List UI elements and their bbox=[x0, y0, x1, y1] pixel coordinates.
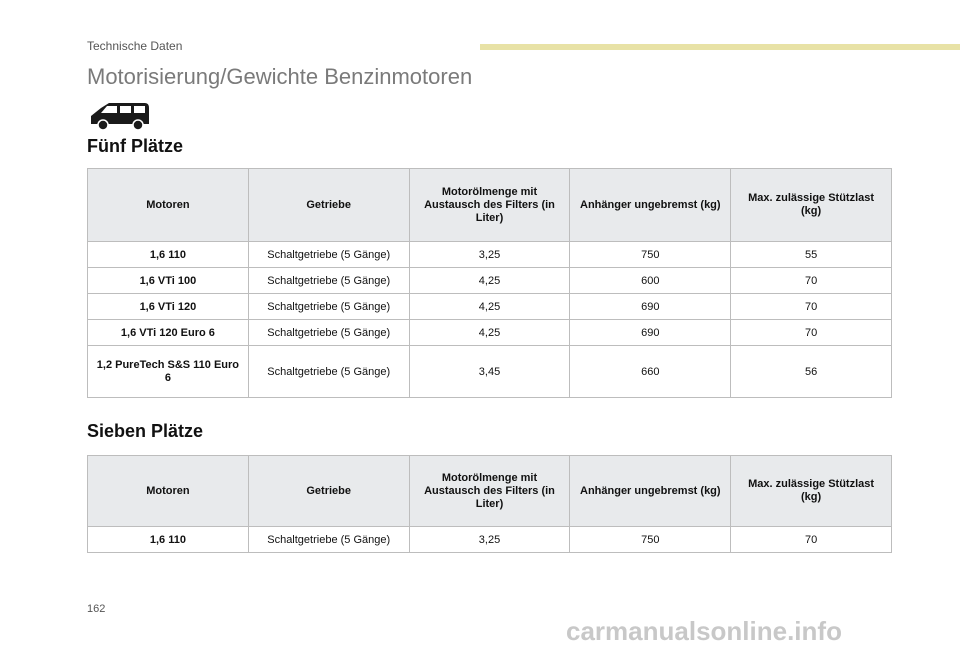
five-seats-table bbox=[87, 168, 892, 398]
seven-seats-table bbox=[87, 455, 892, 553]
table-cell: 3,25 bbox=[409, 242, 570, 268]
van-icon bbox=[87, 100, 153, 132]
column-header: Getriebe bbox=[248, 169, 409, 242]
table-cell: 4,25 bbox=[409, 268, 570, 294]
column-header: Motoren bbox=[88, 456, 249, 527]
table-row bbox=[88, 320, 892, 346]
table-cell: 70 bbox=[731, 268, 892, 294]
table-row bbox=[88, 527, 892, 553]
table-cell: 1,2 PureTech S&S 110 Euro 6 bbox=[88, 346, 249, 398]
table-cell: Schaltgetriebe (5 Gänge) bbox=[248, 242, 409, 268]
table-cell: 1,6 110 bbox=[88, 527, 249, 553]
table-cell: 4,25 bbox=[409, 320, 570, 346]
table-row bbox=[88, 242, 892, 268]
table-cell: 1,6 110 bbox=[88, 242, 249, 268]
table-cell: Schaltgetriebe (5 Gänge) bbox=[248, 294, 409, 320]
section-label: Technische Daten bbox=[87, 39, 183, 53]
table-cell: 3,25 bbox=[409, 527, 570, 553]
table-row bbox=[88, 268, 892, 294]
table-row bbox=[88, 346, 892, 398]
table-cell: 55 bbox=[731, 242, 892, 268]
table-cell: 660 bbox=[570, 346, 731, 398]
table-cell: 600 bbox=[570, 268, 731, 294]
column-header: Max. zulässige Stützlast (kg) bbox=[731, 169, 892, 242]
column-header: Max. zulässige Stützlast (kg) bbox=[731, 456, 892, 527]
five-seats-heading: Fünf Plätze bbox=[87, 136, 184, 156]
table-header-row bbox=[88, 456, 892, 527]
page-title: Motorisierung/Gewichte Benzinmotoren bbox=[87, 64, 473, 89]
table-cell: 690 bbox=[570, 320, 731, 346]
table-row bbox=[88, 294, 892, 320]
table-cell: 1,6 VTi 120 Euro 6 bbox=[88, 320, 249, 346]
page-number: 162 bbox=[87, 603, 106, 615]
table-cell: Schaltgetriebe (5 Gänge) bbox=[248, 346, 409, 398]
column-header: Motorölmenge mit Austausch des Filters (in Liter) bbox=[409, 169, 570, 242]
column-header: Anhänger ungebremst (kg) bbox=[570, 456, 731, 527]
table-cell: 3,45 bbox=[409, 346, 570, 398]
table-cell: Schaltgetriebe (5 Gänge) bbox=[248, 527, 409, 553]
table-header-row bbox=[88, 169, 892, 242]
seven-seats-heading: Sieben Plätze bbox=[87, 421, 204, 441]
table-cell: 1,6 VTi 120 bbox=[88, 294, 249, 320]
column-header: Motoren bbox=[88, 169, 249, 242]
table-cell: 56 bbox=[731, 346, 892, 398]
watermark-text: carmanualsonline.info bbox=[566, 616, 842, 646]
table-cell: 70 bbox=[731, 320, 892, 346]
table-cell: 750 bbox=[570, 527, 731, 553]
column-header: Motorölmenge mit Austausch des Filters (in Liter) bbox=[409, 456, 570, 527]
table-cell: 690 bbox=[570, 294, 731, 320]
table-cell: 4,25 bbox=[409, 294, 570, 320]
table-cell: 750 bbox=[570, 242, 731, 268]
table-cell: 70 bbox=[731, 527, 892, 553]
column-header: Anhänger ungebremst (kg) bbox=[570, 169, 731, 242]
column-header: Getriebe bbox=[248, 456, 409, 527]
table-cell: Schaltgetriebe (5 Gänge) bbox=[248, 268, 409, 294]
table-cell: Schaltgetriebe (5 Gänge) bbox=[248, 320, 409, 346]
accent-bar bbox=[480, 44, 960, 50]
table-cell: 70 bbox=[731, 294, 892, 320]
table-cell: 1,6 VTi 100 bbox=[88, 268, 249, 294]
